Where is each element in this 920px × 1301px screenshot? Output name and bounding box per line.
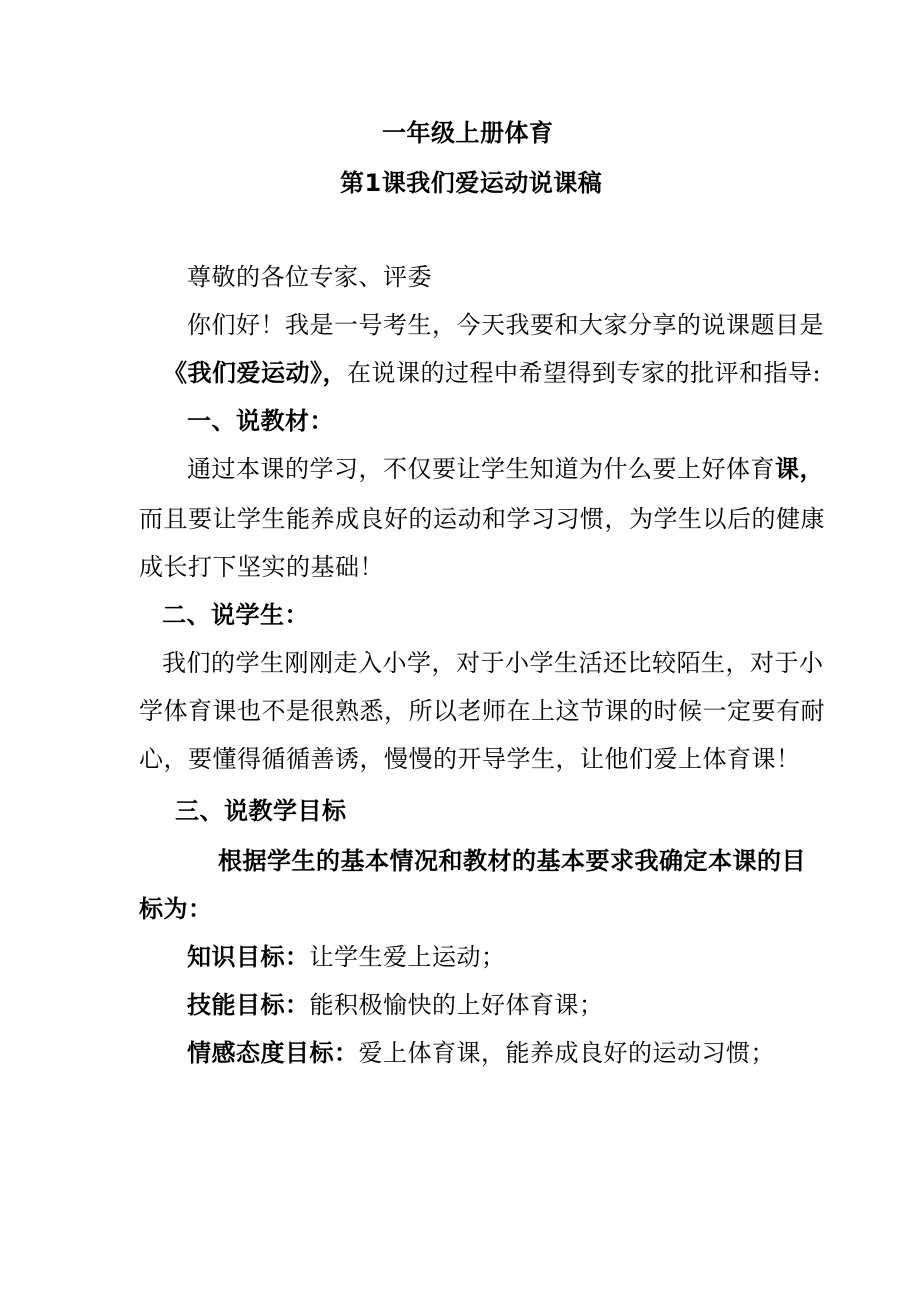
goal-emotion-text: 爱上体育课，能养成良好的运动习惯； bbox=[358, 1039, 775, 1067]
section-1-heading: 一、说教材： bbox=[187, 407, 334, 435]
title-line-2: 第1课我们爱运动说课稿 bbox=[340, 169, 603, 197]
section-1-line-3: 成长打下坚实的基础！ bbox=[139, 553, 384, 581]
section-2-line-3: 心，要懂得循循善诱，慢慢的开导学生，让他们爱上体育课！ bbox=[139, 745, 801, 773]
greeting: 尊敬的各位专家、评委 bbox=[187, 263, 432, 291]
section-2-heading: 二、说学生： bbox=[162, 601, 309, 629]
section-1-line-2: 而且要让学生能养成良好的运动和学习习惯，为学生以后的健康 bbox=[139, 505, 825, 533]
goal-emotion-label: 情感态度目标： bbox=[187, 1039, 359, 1067]
goal-knowledge-label: 知识目标： bbox=[187, 943, 310, 971]
intro-line-2-rest: 在说课的过程中希望得到专家的批评和指导: bbox=[347, 359, 822, 387]
section-2-line-1: 我们的学生刚刚走入小学，对于小学生活还比较陌生，对于小 bbox=[162, 649, 824, 677]
goal-knowledge-text: 让学生爱上运动； bbox=[309, 943, 506, 971]
goal-skill-text: 能积极愉快的上好体育课； bbox=[309, 991, 604, 1019]
section-3-line-1: 根据学生的基本情况和教材的基本要求我确定本课的目 bbox=[218, 847, 806, 875]
goal-skill-label: 技能目标： bbox=[187, 991, 310, 1019]
section-2-line-2: 学体育课也不是很熟悉，所以老师在上这节课的时候一定要有耐 bbox=[139, 697, 825, 725]
intro-line-2 bbox=[163, 358, 821, 388]
course-title: 《我们爱运动》， bbox=[163, 359, 347, 387]
section-3-line-2: 标为： bbox=[139, 895, 213, 923]
title-line-1: 一年级上册体育 bbox=[382, 119, 554, 147]
goal-knowledge bbox=[187, 942, 506, 972]
intro-line-1: 你们好！我是一号考生，今天我要和大家分享的说课题目是 bbox=[187, 311, 824, 339]
goal-skill bbox=[187, 990, 604, 1020]
section-3-heading: 三、说教学目标 bbox=[175, 797, 347, 825]
goal-emotion bbox=[187, 1038, 775, 1068]
section-1-line-1 bbox=[187, 454, 824, 484]
section-1-line-1-text: 通过本课的学习，不仅要让学生知道为什么要上好体育 bbox=[187, 455, 775, 483]
section-1-line-1-bold: 课， bbox=[775, 455, 824, 483]
